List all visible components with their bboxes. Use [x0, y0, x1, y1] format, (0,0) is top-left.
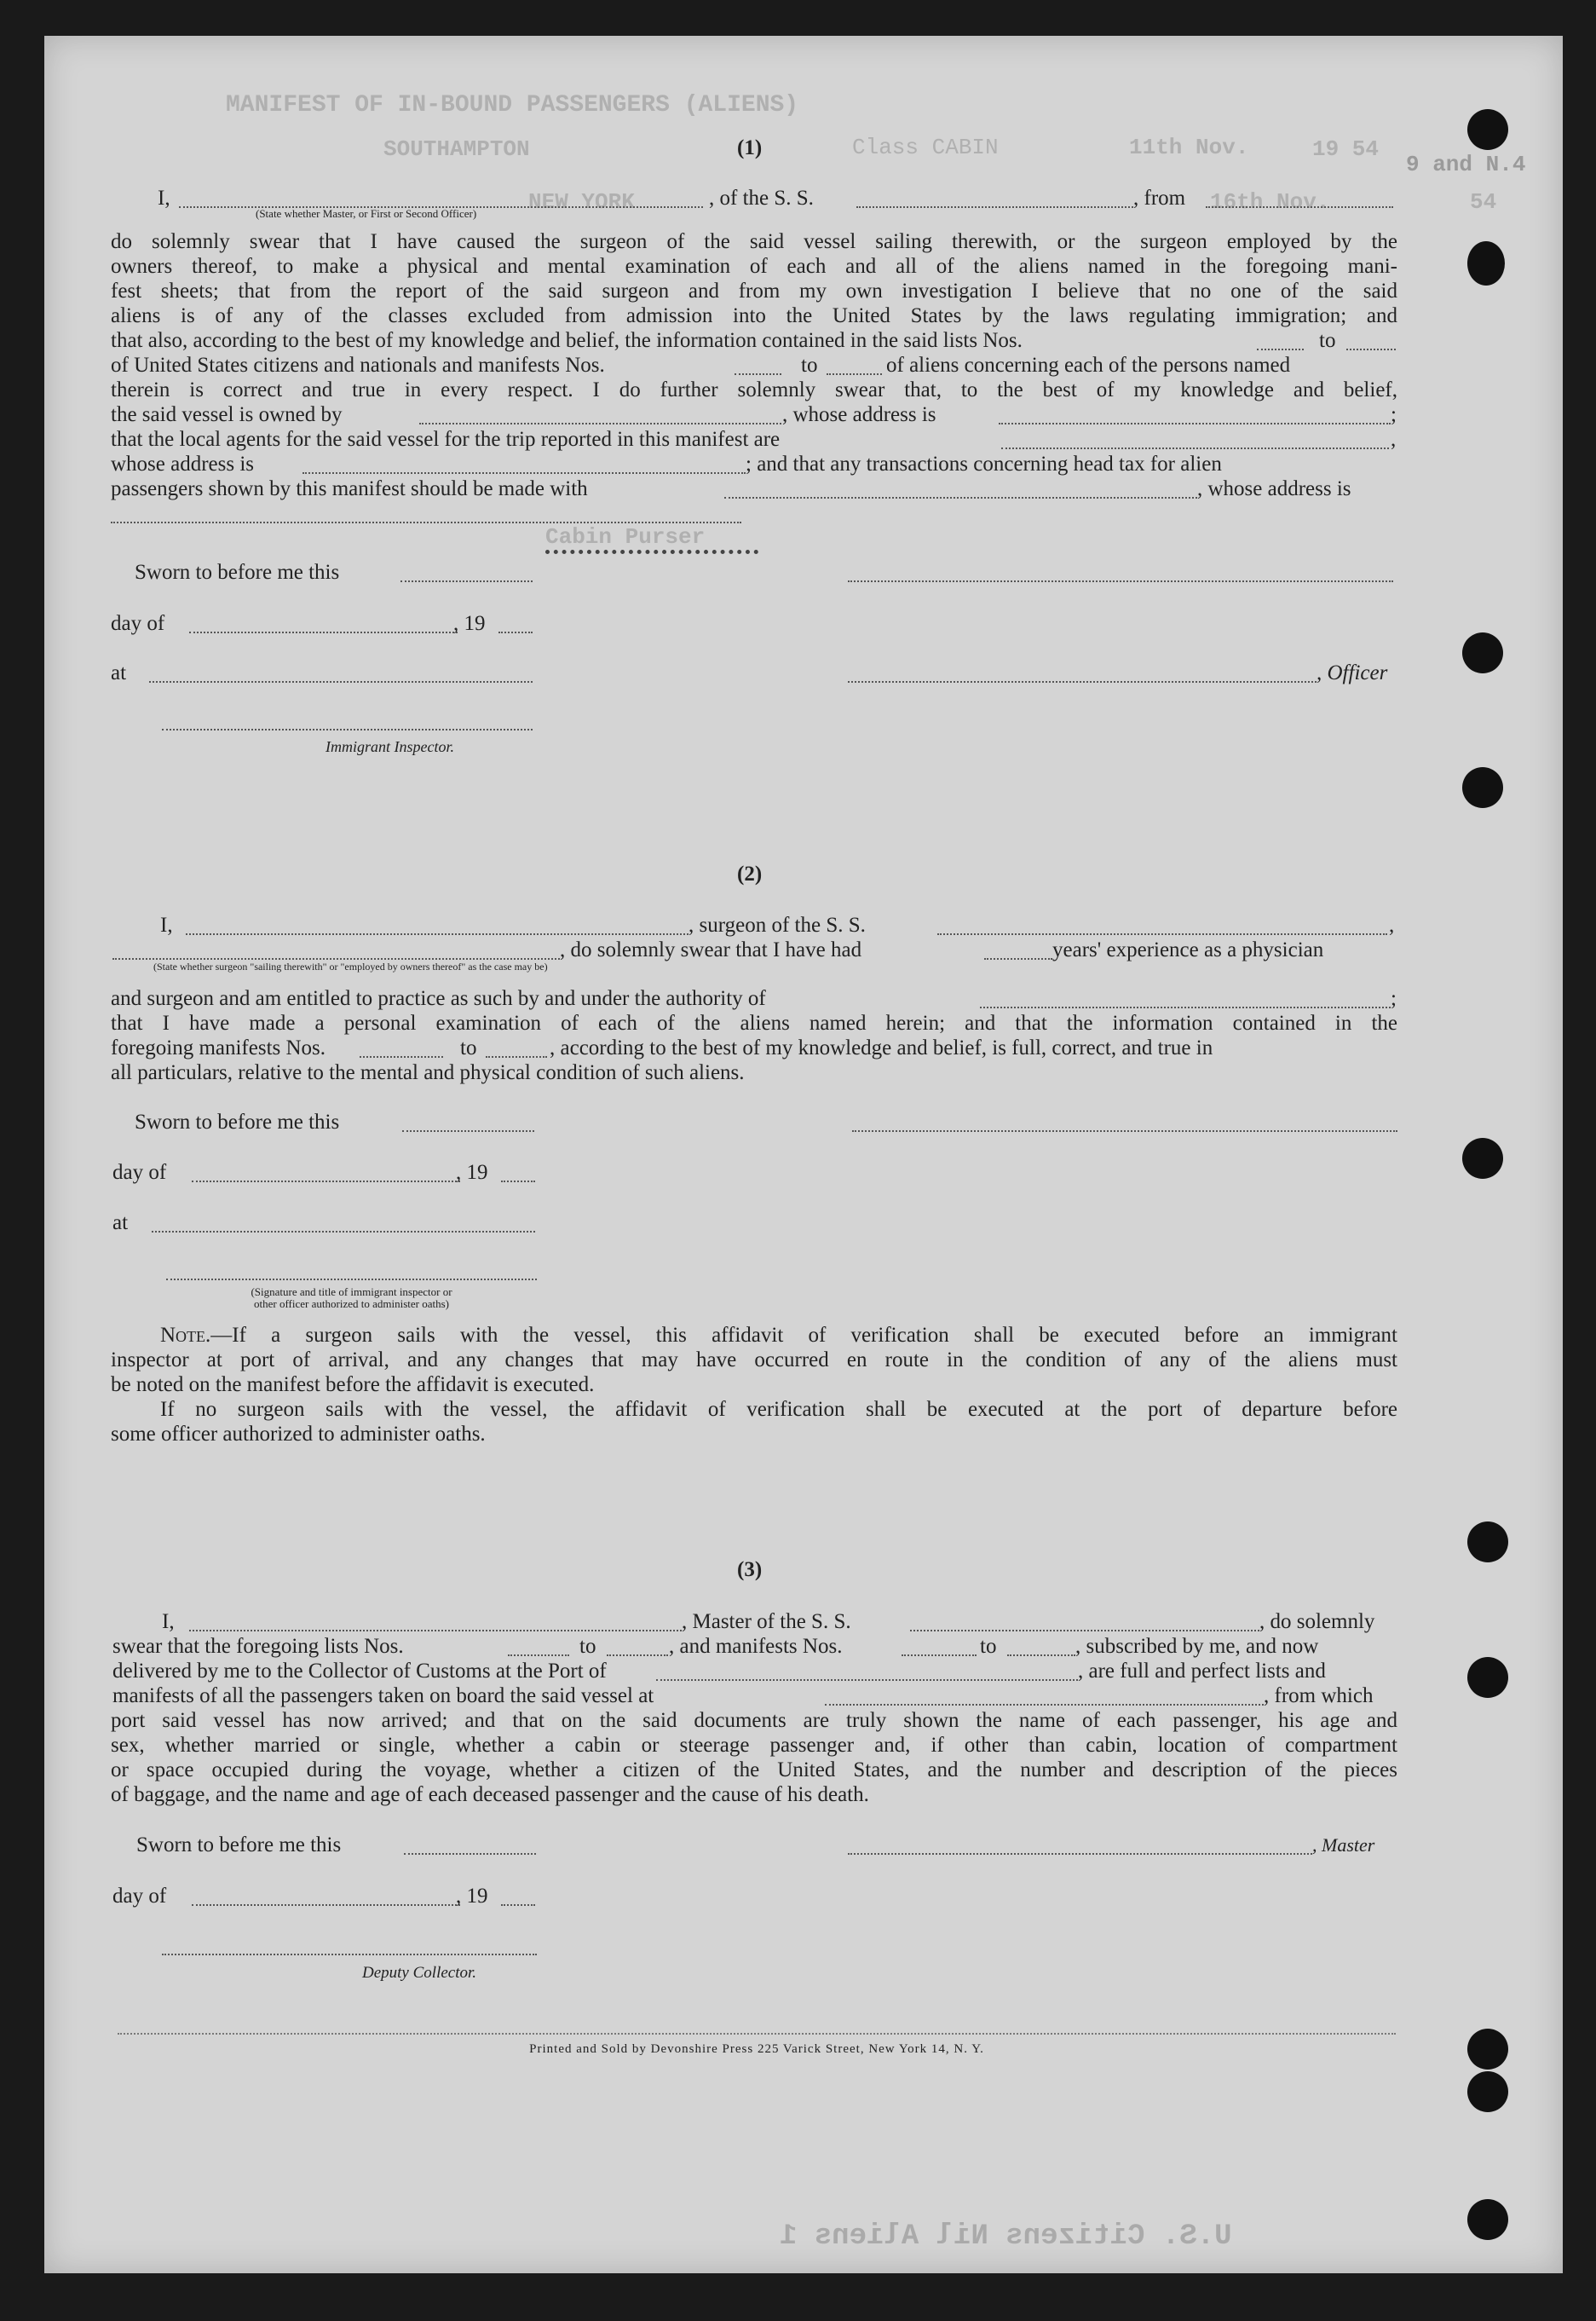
s1-head-tax-address-field [111, 522, 741, 523]
s1-day-field [189, 632, 458, 633]
s1-year-field [498, 632, 533, 633]
punch-hole [1467, 2029, 1508, 2070]
faint-bottom-count: U.S. Citizens Nil Aliens 1 [780, 2220, 1232, 2253]
s2-at-field [152, 1231, 535, 1233]
s1-from-field [1206, 206, 1393, 208]
s1-semicolon: ; [1391, 403, 1397, 426]
s3-day-of-label: day of [112, 1885, 167, 1908]
s2-line5-start: foregoing manifests Nos. [111, 1036, 326, 1059]
s3-lists-from-field [508, 1654, 569, 1656]
s1-body-line: passengers shown by this manifest should be made with [111, 477, 588, 500]
s1-manifests-from-field [735, 373, 781, 375]
punch-hole [1467, 2071, 1508, 2112]
s1-body-line: aliens is of any of the classes excluded from admission into the United States by the laws regulating immigration; and [111, 304, 1397, 327]
printer-credit: Printed and Sold by Devonshire Press 225 Varick Street, New York 14, N. Y. [529, 2042, 984, 2056]
s1-officer-label: , Officer [1317, 661, 1388, 684]
s1-body-line: that the local agents for the said vessel for the trip reported in this manifest are [111, 428, 781, 451]
section-1-heading: (1) [737, 136, 763, 159]
s3-line1-mid: , Master of the S. S. [682, 1610, 851, 1633]
s2-semicolon: ; [1391, 987, 1397, 1010]
s3-sworn-label: Sworn to before me this [136, 1833, 342, 1856]
s1-body-line: that also, according to the best of my knowledge and belief, the information contained in the said lists Nos. [111, 329, 1023, 352]
s2-at-label: at [112, 1211, 129, 1234]
s2-year-label: , 19 [456, 1161, 488, 1184]
s2-surgeon-sig-field [852, 1130, 1397, 1132]
s3-master-label: , Master [1312, 1834, 1375, 1856]
s2-note-line: inspector at port of arrival, and any changes that may have occurred en route in the condition of any of the aliens must [111, 1348, 1397, 1371]
punch-hole [1462, 1138, 1503, 1179]
s1-sworn-label: Sworn to before me this [135, 561, 340, 584]
s1-ss-label: , of the S. S. [709, 187, 814, 210]
s3-ship-field [910, 1630, 1259, 1631]
faint-year1: 19 54 [1312, 136, 1380, 162]
s3-line2-a: swear that the foregoing lists Nos. [112, 1635, 404, 1658]
s1-officer-note: (State whether Master, or First or Second Officer) [256, 207, 477, 220]
s2-line2-mid: , do solemnly swear that I have had [560, 938, 862, 961]
s1-whose-address-label: , whose address is [782, 403, 936, 426]
punch-hole [1467, 2199, 1508, 2240]
s2-note-text: —If a surgeon sails with the vessel, this affidavit of verification shall be executed before an immigrant [210, 1324, 1397, 1347]
s2-sig-note-1: (Signature and title of immigrant inspector or [251, 1285, 452, 1298]
s3-line1-end: , do solemnly [1259, 1610, 1375, 1633]
s1-body-line: whose address is [111, 453, 255, 476]
s1-lists-to-field [1346, 349, 1396, 350]
s2-year-field [501, 1181, 535, 1182]
s3-line3-a: delivered by me to the Collector of Customs at the Port of [112, 1660, 607, 1683]
section-2-heading: (2) [737, 863, 763, 886]
faint-from-port: SOUTHAMPTON [383, 136, 530, 162]
s2-sworn-field [402, 1130, 534, 1132]
s2-note2-line: some officer authorized to administer oaths. [111, 1423, 486, 1446]
s3-body-line: sex, whether married or single, whether a cabin or steerage passenger and, if other than cabin, location of compartment [111, 1734, 1397, 1757]
s3-deputy-field [162, 1954, 537, 1955]
s2-years-field [984, 958, 1052, 960]
s3-body-line: port said vessel has now arrived; and that on the said documents are truly shown the name of each passenger, his age and [111, 1709, 1397, 1732]
s1-officer-sig-field [848, 580, 1393, 582]
s1-day-of-label: day of [111, 612, 165, 635]
s2-note-line: be noted on the manifest before the affidavit is executed. [111, 1373, 595, 1396]
s1-manifests-to-field [827, 373, 882, 375]
punch-hole [1467, 1657, 1508, 1698]
s2-surgeon-type-field [112, 958, 560, 960]
s3-year-label: , 19 [456, 1885, 488, 1908]
s2-note2-line: If no surgeon sails with the vessel, the affidavit of verification shall be executed at the port of departure before [160, 1398, 1397, 1421]
s2-comma: , [1389, 914, 1395, 937]
s3-line2-d: to [980, 1635, 997, 1658]
s2-line6: all particulars, relative to the mental and physical condition of such aliens. [111, 1061, 745, 1084]
faint-margin-ref: 9 and N.4 [1406, 152, 1526, 177]
s2-line4: that I have made a personal examination of each of the aliens named herein; and that the information contained in the [111, 1012, 1397, 1035]
footer-rule [118, 2033, 1396, 2035]
s3-master-sig-field [848, 1853, 1312, 1855]
s2-line1-end: , surgeon of the S. S. [689, 914, 866, 937]
s1-officer-field [848, 681, 1317, 683]
s1-body-line: of United States citizens and nationals and manifests Nos. [111, 354, 605, 377]
s2-sig-note-2: other officer authorized to administer oaths) [254, 1297, 449, 1310]
s1-year-label: , 19 [453, 612, 486, 635]
s2-manifests-to-field [486, 1056, 547, 1058]
s2-line5-mid: to [460, 1036, 477, 1059]
s2-note-line [160, 1323, 1397, 1348]
s3-line2-e: , subscribed by me, and now [1075, 1635, 1319, 1658]
s1-agents-field [1001, 447, 1389, 449]
s3-body-line: or space occupied during the voyage, whether a citizen of the United States, and the number and description of the pieces [111, 1758, 1397, 1781]
s3-sworn-field [404, 1853, 536, 1855]
s1-at-label: at [111, 661, 127, 684]
s1-ship-name-field [856, 206, 1133, 208]
s3-manifests-from-field [902, 1654, 977, 1656]
s1-from-label: , from [1133, 187, 1186, 210]
s2-manifests-from-field [360, 1056, 443, 1058]
s3-line2-c: , and manifests Nos. [669, 1635, 843, 1658]
s2-line5-end: , according to the best of my knowledge and belief, is full, correct, and true in [550, 1036, 1213, 1059]
s3-deputy-label: Deputy Collector. [362, 1964, 477, 1982]
s2-line2-end: years' experience as a physician [1052, 938, 1324, 961]
section-3-heading: (3) [737, 1558, 763, 1581]
punch-hole [1467, 1521, 1508, 1562]
s3-day-field [192, 1904, 460, 1906]
s1-body-line: the said vessel is owned by [111, 403, 343, 426]
s3-line1-start: I, [162, 1610, 175, 1633]
s1-and-that: ; and that any transactions concerning head tax for alien [746, 453, 1222, 476]
s2-authority-field [980, 1007, 1391, 1008]
s1-lists-from-field [1257, 349, 1304, 350]
s1-body-line: owners thereof, to make a physical and mental examination of each and all of the aliens named in the foregoing mani- [111, 255, 1397, 278]
s3-departure-port-field [825, 1704, 1264, 1706]
faint-manifest-title: MANIFEST OF IN-BOUND PASSENGERS (ALIENS) [226, 92, 799, 118]
s1-at-field [149, 681, 533, 683]
faint-class: Class CABIN [852, 135, 999, 160]
s3-line3-b: , are full and perfect lists and [1078, 1660, 1326, 1683]
s3-line4-b: , from which [1264, 1684, 1374, 1707]
s2-inspector-field [166, 1279, 537, 1280]
s1-head-tax-field [724, 497, 1197, 499]
s3-line2-b: to [579, 1635, 596, 1658]
s1-purser-dots [545, 550, 758, 554]
s1-line-start: I, [158, 187, 170, 210]
faint-date2: 16th Nov. [1210, 189, 1330, 215]
s1-to-label: to [1319, 329, 1336, 352]
s2-surgeon-name-field [186, 933, 689, 935]
s3-port-field [656, 1679, 1078, 1681]
s1-to-label: to [801, 354, 818, 377]
faint-to-port: NEW YORK [528, 189, 635, 215]
s1-owner-address-field [999, 423, 1391, 424]
s2-surgeon-note: (State whether surgeon "sailing therewith" or "employed by owners thereof" as the case may be) [153, 961, 548, 973]
s1-agents-address-field [302, 472, 746, 474]
s1-aliens-text: of aliens concerning each of the persons named [886, 354, 1291, 377]
s2-ship-field [937, 933, 1387, 935]
s1-body-line: therein is correct and true in every respect. I do further solemnly swear that, to the best of my knowledge and belief, [111, 378, 1397, 401]
s3-manifests-to-field [1007, 1654, 1075, 1656]
s1-body-line: fest sheets; that from the report of the said surgeon and from my own investigation I believe that no one of the said [111, 280, 1397, 303]
s3-line4-a: manifests of all the passengers taken on board the said vessel at [112, 1684, 654, 1707]
s2-note-label: Note. [160, 1324, 211, 1347]
s2-line1-start: I, [160, 914, 173, 937]
s1-owner-field [419, 423, 781, 424]
s2-day-of-label: day of [112, 1161, 167, 1184]
s1-inspector-field [162, 729, 533, 730]
s1-comma: , [1391, 428, 1397, 451]
s3-lists-to-field [607, 1654, 668, 1656]
s1-sworn-field [400, 580, 533, 582]
faint-year2: 54 [1470, 189, 1497, 215]
s2-day-field [192, 1181, 460, 1182]
s3-year-field [501, 1904, 535, 1906]
punch-hole [1462, 632, 1503, 673]
s3-body-line: of baggage, and the name and age of each deceased passenger and the cause of his death. [111, 1783, 869, 1806]
s3-master-name-field [189, 1630, 682, 1631]
punch-hole [1467, 109, 1508, 150]
punch-hole [1462, 767, 1503, 808]
s2-line3: and surgeon and am entitled to practice as such by and under the authority of [111, 987, 766, 1010]
s2-sworn-label: Sworn to before me this [135, 1111, 340, 1134]
s1-whose-address: , whose address is [1197, 477, 1351, 500]
s1-inspector-label: Immigrant Inspector. [326, 738, 454, 755]
faint-purser: Cabin Purser [545, 524, 706, 550]
punch-hole [1467, 241, 1505, 286]
s1-body-line: do solemnly swear that I have caused the surgeon of the said vessel sailing therewith, or the surgeon employed by the [111, 230, 1397, 253]
faint-date1: 11th Nov. [1129, 135, 1249, 160]
